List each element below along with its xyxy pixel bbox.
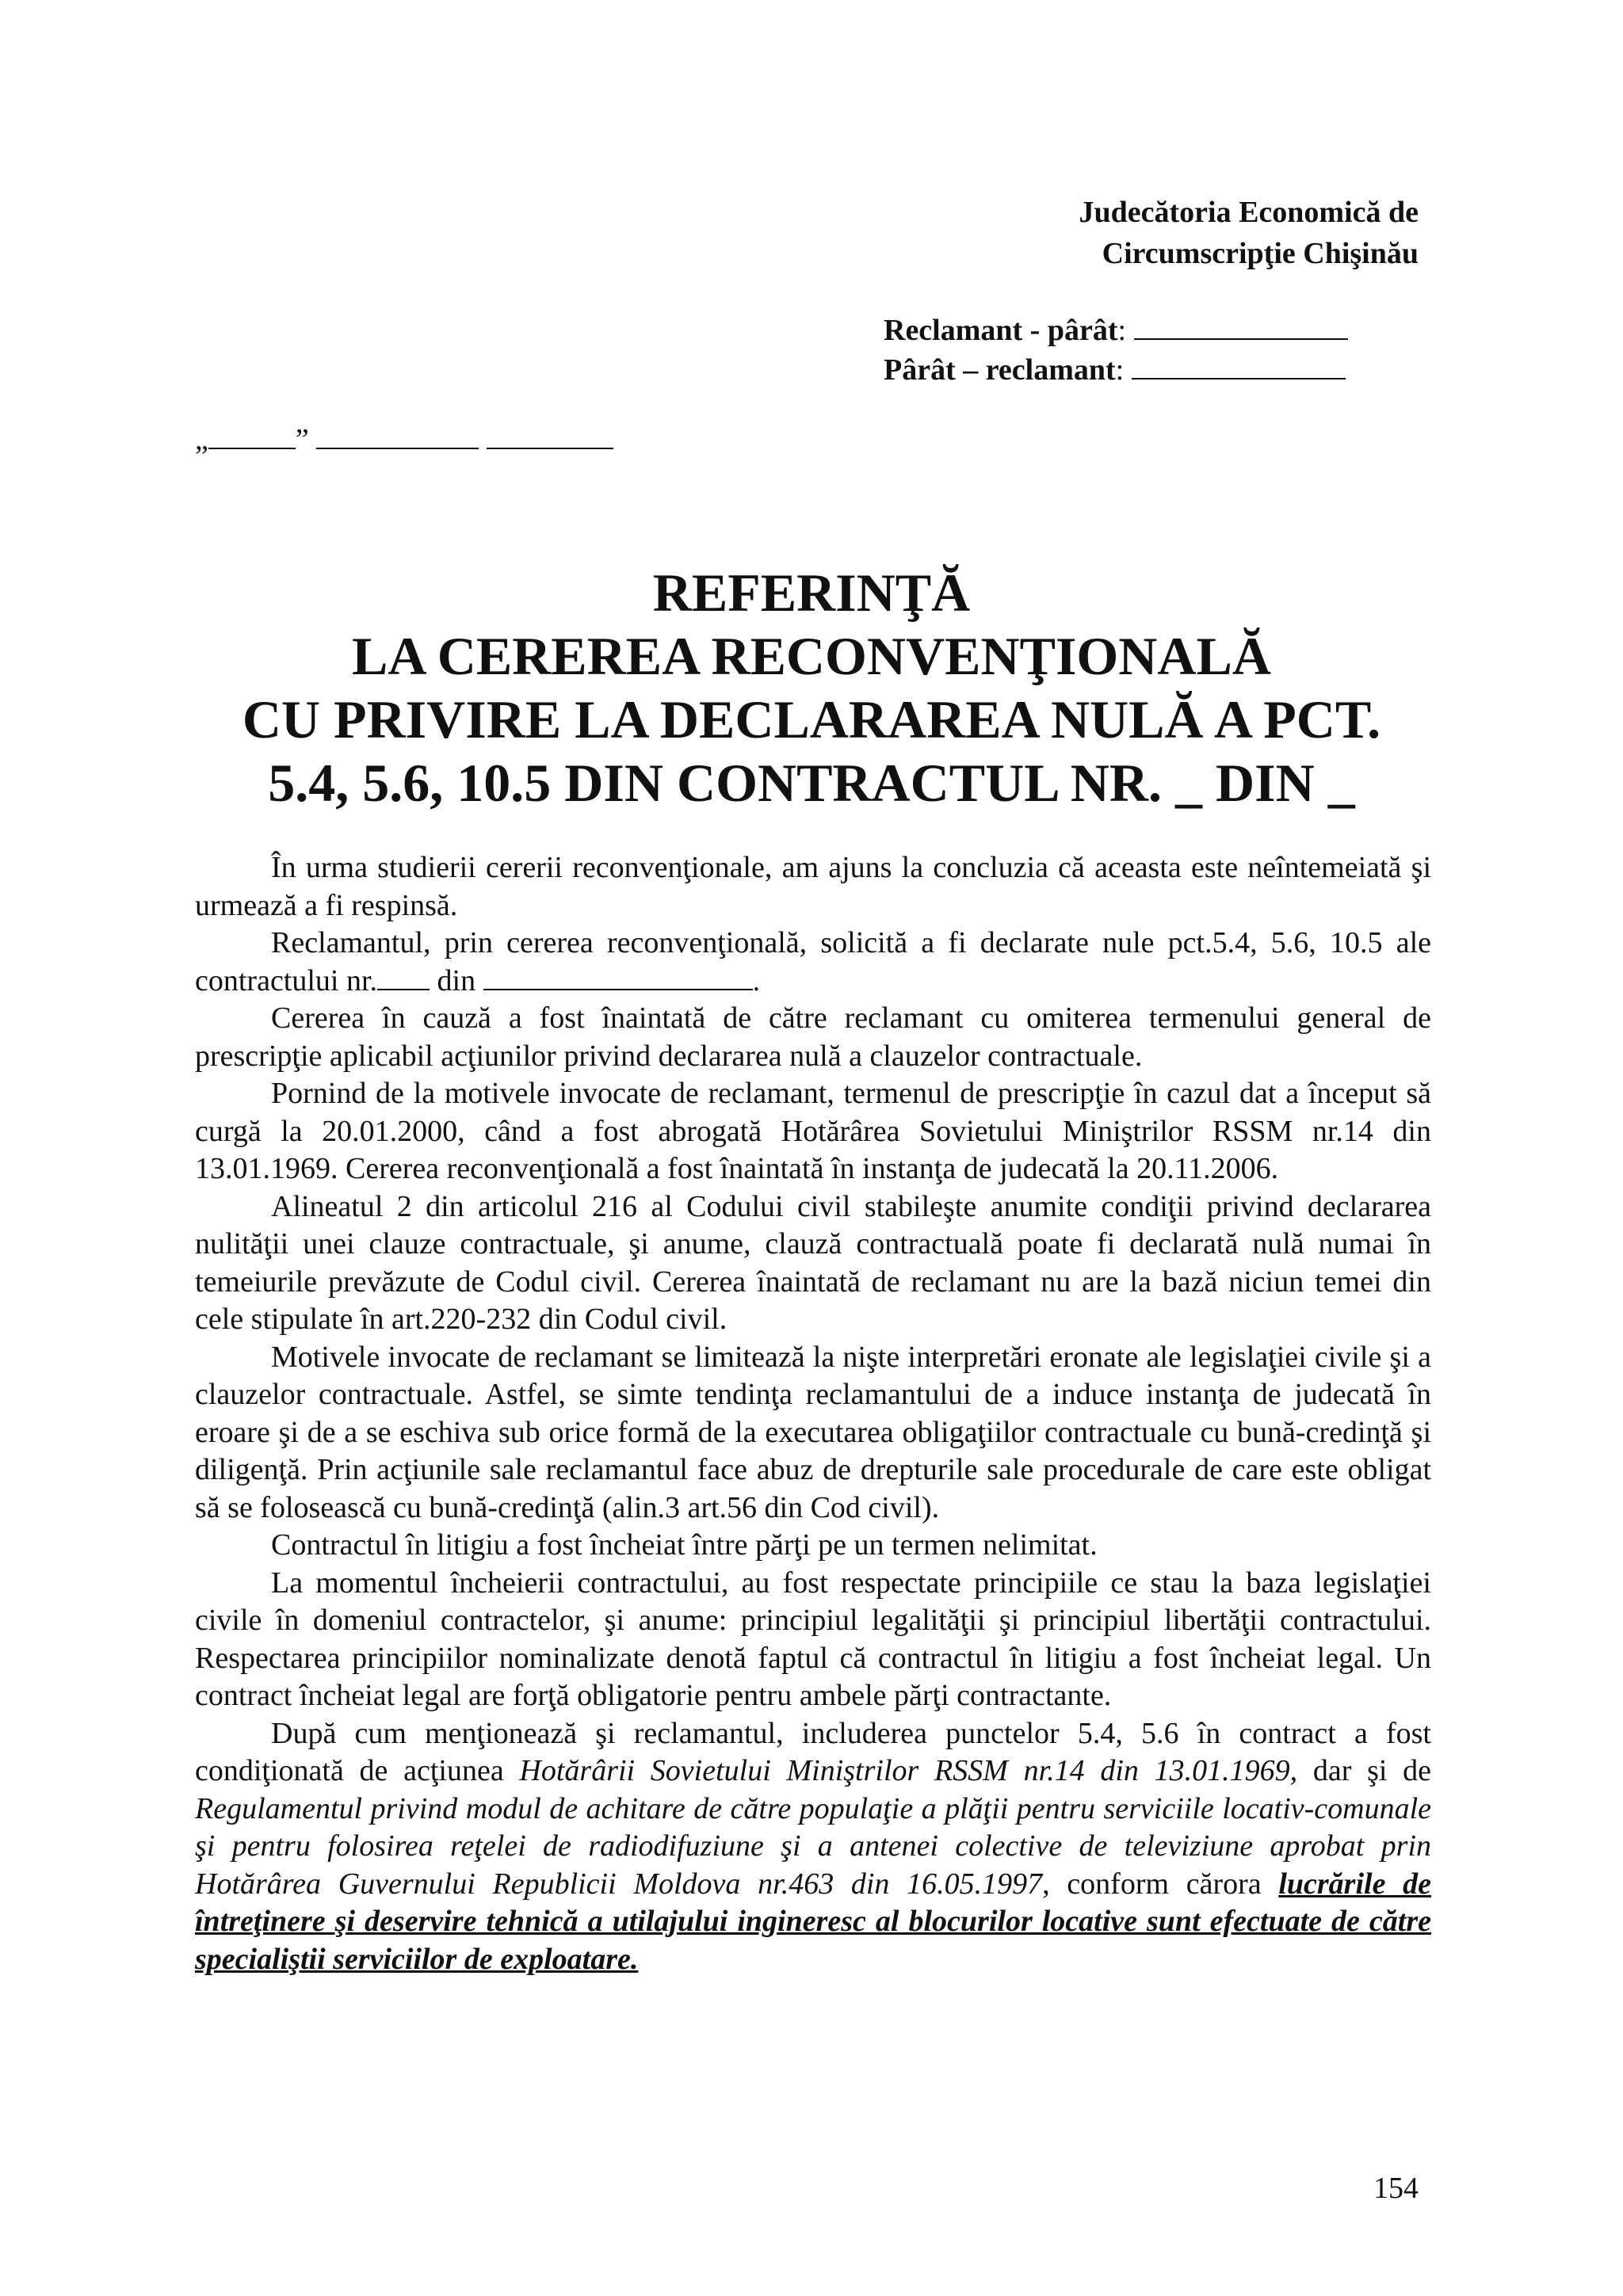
paragraph-6: Motivele invocate de reclamant se limitează la nişte interpretări eronate ale legislaţiei civile şi a clauzelor contractuale. Astfel, se simte tendinţa reclamantului de a induce instanţa de judecată în eroare şi de a se eschiva sub orice formă de la executarea obligaţiilor contractuale cu bună-credinţă şi diligenţă. Prin acţiunile sale reclamantul face abuz de drepturile sale procedurale de care este obligat să se folosească cu bună-credinţă (alin.3 art.56 din Cod civil). xyxy=(195,1340,1431,1524)
title-line4: 5.4, 5.6, 10.5 DIN CONTRACTUL NR. _ DIN _ xyxy=(268,753,1355,813)
date-day-blank xyxy=(208,424,296,449)
court-name-line2: Circumscripţie Chişinău xyxy=(1102,237,1419,270)
paragraph-2 xyxy=(195,925,1431,1000)
defendant-blank xyxy=(1132,354,1346,379)
paragraph-4: Pornind de la motivele invocate de reclamant, termenul de prescripţie în cazul dat a început să curgă la 20.01.2000, când a fost abrogată Hotărârea Sovietului Miniştrilor RSSM nr.14 din 13.01.1969. Cererea reconvenţională a fost înaintată în instanţa de judecată la 20.11.2006. xyxy=(195,1077,1431,1185)
court-addressee xyxy=(1079,192,1419,274)
paragraph-9-text-a: După cum menţionează şi reclamantul, includerea punctelor 5.4, 5.6 în contract a fost condiţionată de acţiunea xyxy=(195,1716,1431,1787)
title-line1: REFERINŢĂ xyxy=(652,563,971,623)
paragraph-5: Alineatul 2 din articolul 216 al Codului civil stabileşte anumite condiţii privind declararea nulităţii unei clauze contractuale, şi anume, clauză contractuală poate fi declarată nulă numai în temeiurile prevăzute de Codul civil. Cererea înaintată de reclamant nu are la bază niciun temei din cele stipulate în art.220-232 din Codul civil. xyxy=(195,1189,1431,1336)
title-line3: CU PRIVIRE LA DECLARAREA NULĂ A PCT. xyxy=(242,689,1381,749)
title-line2: LA CEREREA RECONVENŢIONALĂ xyxy=(352,626,1271,686)
paragraph-7: Contractul în litigiu a fost încheiat între părţi pe un termen nelimitat. xyxy=(271,1528,1098,1562)
date-year-blank xyxy=(487,424,613,449)
plaintiff-blank xyxy=(1134,315,1348,340)
paragraph-1: În urma studierii cererii reconvenţionale, am ajuns la concluzia că aceasta este neîntemeiată şi urmează a fi respinsă. xyxy=(195,851,1431,922)
contract-date-blank xyxy=(483,965,753,990)
plaintiff-label: Reclamant - pârât xyxy=(884,314,1118,347)
plaintiff-colon: : xyxy=(1117,314,1127,347)
court-name-line1: Judecătoria Economică de xyxy=(1079,196,1419,229)
defendant-row xyxy=(884,350,1348,390)
plaintiff-row xyxy=(884,311,1348,350)
date-open-quote: „ xyxy=(195,423,208,456)
paragraph-2-text-a: Reclamantul, prin cererea reconvenţională, solicită a fi declarate nule pct.5.4, 5.6, 10.5 ale contractului nr. xyxy=(195,926,1431,997)
paragraph-9-text-c: dar şi de xyxy=(1297,1754,1431,1787)
emphasized-conclusion: lucrările de întreţinere şi deservire tehnică a utilajului ingineresc al blocurilor locative sunt efectuate de către specialiştii serviciilor de exploatare. xyxy=(195,1867,1431,1976)
parties-block xyxy=(884,311,1348,390)
regulament-reference: Regulamentul privind modul de achitare de către populaţie a plăţii pentru serviciile locativ-comunale şi pentru folosirea reţelei de radiodifuziune şi a antenei colective de televiziune aprobat prin Hotărârea Guvernului Republicii Moldova nr.463 din 16.05.1997 xyxy=(195,1791,1431,1901)
paragraph-9-text-e: , conform cărora xyxy=(1042,1867,1279,1901)
page-number: 154 xyxy=(1373,2172,1419,2205)
document-title xyxy=(0,561,1623,814)
paragraph-2-text-b: din xyxy=(430,963,483,997)
date-line xyxy=(195,420,613,460)
date-close-quote: ” xyxy=(295,423,309,456)
paragraph-8: La momentul încheierii contractului, au fost respectate principiile ce stau la baza legislaţiei civile în domeniul contractelor, şi anume: principiul legalităţii şi principiul libertăţii contractului. Respectarea principiilor nominalizate denotă faptul că contractul în litigiu a fost încheiat legal. Un contract încheiat legal are forţă obligatorie pentru ambele părţi contractante. xyxy=(195,1566,1431,1712)
hotarare-reference: Hotărârii Sovietului Miniştrilor RSSM nr.14 din 13.01.1969, xyxy=(519,1754,1298,1787)
contract-number-blank xyxy=(377,965,430,990)
defendant-colon: : xyxy=(1115,353,1125,387)
date-month-blank xyxy=(316,424,479,449)
paragraph-2-text-c: . xyxy=(752,963,761,997)
paragraph-3: Cererea în cauză a fost înaintată de către reclamant cu omiterea termenului general de prescripţie aplicabil acţiunilor privind declararea nulă a clauzelor contractuale. xyxy=(195,1001,1431,1073)
paragraph-9 xyxy=(195,1715,1431,1979)
document-body xyxy=(195,849,1431,1978)
defendant-label: Pârât – reclamant xyxy=(884,353,1116,387)
